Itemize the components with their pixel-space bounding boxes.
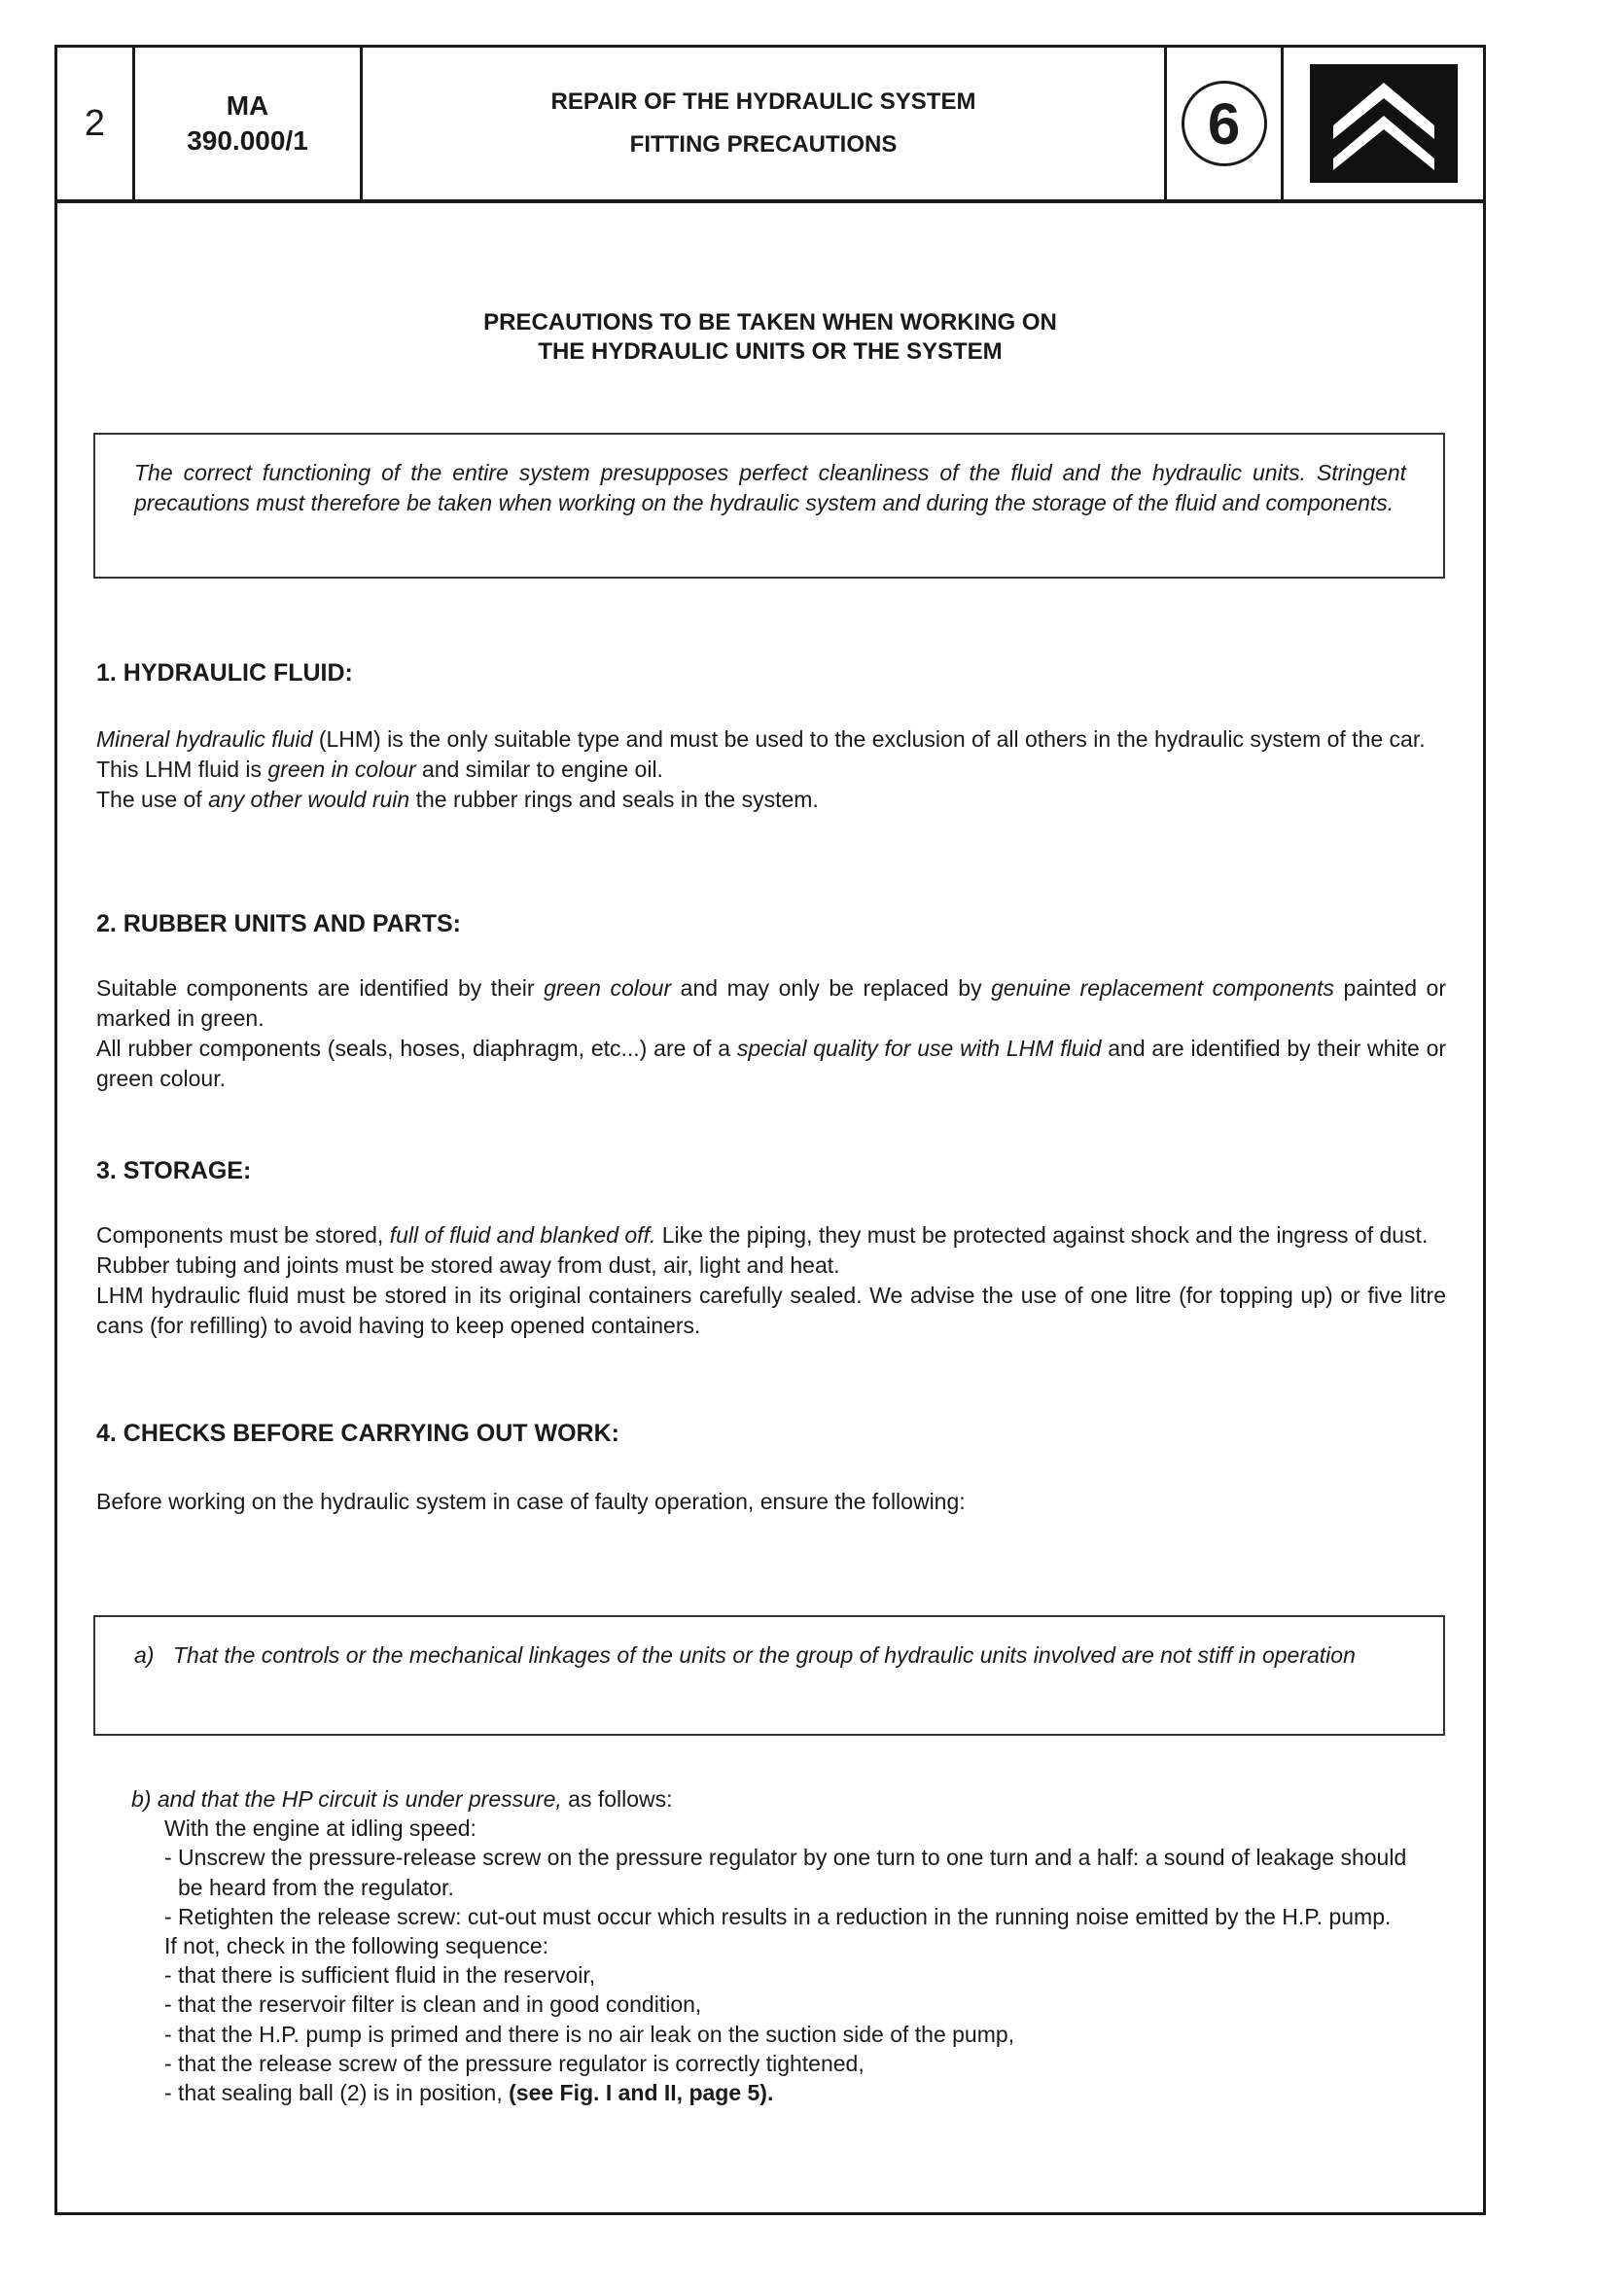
storage-line-1: [96, 1220, 1446, 1251]
if-not-line: If not, check in the following sequence:: [164, 1933, 549, 1959]
rubber-text-1a: Suitable components are identified by their: [96, 975, 545, 1001]
section-number: 6: [1182, 81, 1267, 166]
engine-idle-line: With the engine at idling speed:: [164, 1815, 477, 1842]
storage-paragraph: [96, 1220, 1446, 1341]
check-a-label: a): [134, 1642, 155, 1668]
fluid-text-2b: and similar to engine oil.: [415, 757, 663, 782]
fluid-emphasis-1: Mineral hydraulic fluid: [96, 726, 313, 752]
check-b-intro: [131, 1784, 1434, 1814]
logo-cell: [1284, 48, 1483, 199]
page-frame: [54, 45, 1486, 2215]
ref-line-2: 390.000/1: [187, 125, 308, 156]
step-unscrew: - Unscrew the pressure-release screw on the pressure regulator by one turn to one turn and a half: a sound of leakage should be heard from the regulator.: [164, 1845, 1407, 1900]
sequence-item-4: - that the release screw of the pressure regulator is correctly tightened,: [164, 2050, 865, 2076]
check-b-emphasis: and that the HP circuit is under pressure,: [157, 1786, 562, 1812]
heading-storage: 3. STORAGE:: [96, 1157, 252, 1184]
page-header: [57, 48, 1483, 203]
heading-checks: 4. CHECKS BEFORE CARRYING OUT WORK:: [96, 1420, 619, 1447]
page-number: 2: [57, 48, 135, 199]
heading-hydraulic-fluid: 1. HYDRAULIC FLUID:: [96, 659, 353, 687]
rubber-emphasis-3: special quality for use with LHM fluid: [736, 1036, 1102, 1061]
header-title-line-1: REPAIR OF THE HYDRAULIC SYSTEM: [550, 88, 976, 115]
fluid-text-3b: the rubber rings and seals in the system.: [409, 787, 819, 812]
ref-line-1: MA: [226, 90, 269, 121]
intro-box: The correct functioning of the entire system presupposes perfect cleanliness of the fluid and the hydraulic units. Stringent precautions must therefore be taken when working on the hydraulic system and during the storage of the fluid and components.: [93, 433, 1445, 579]
rubber-line-2: [96, 1034, 1446, 1094]
check-a-text: That the controls or the mechanical linkages of the units or the group of hydraulic units involved are not stiff in operation: [173, 1642, 1356, 1668]
fluid-text-2a: This LHM fluid is: [96, 757, 268, 782]
heading-rubber-units: 2. RUBBER UNITS AND PARTS:: [96, 910, 462, 937]
fluid-line-3: [96, 785, 1446, 815]
fluid-emphasis-3: any other would ruin: [208, 787, 410, 812]
sequence-item-5: [131, 2078, 1434, 2107]
storage-line-3: LHM hydraulic fluid must be stored in its original containers carefully sealed. We advise the use of one litre (for topping up) or five litre cans (for refilling) to avoid having to keep opened containers.: [96, 1283, 1446, 1338]
storage-text-1b: Like the piping, they must be protected against shock and the ingress of dust.: [655, 1222, 1429, 1248]
fluid-line-1: [96, 724, 1446, 755]
rubber-line-1: [96, 973, 1446, 1034]
header-title-line-2: FITTING PRECAUTIONS: [629, 131, 898, 158]
sequence-item-1: - that there is sufficient fluid in the reservoir,: [164, 1962, 596, 1989]
rubber-emphasis-2: genuine replacement components: [991, 975, 1334, 1001]
figure-reference: (see Fig. I and II, page 5).: [509, 2080, 774, 2106]
rubber-text-1b: and may only be replaced by: [671, 975, 992, 1001]
main-title-line-1: PRECAUTIONS TO BE TAKEN WHEN WORKING ON: [483, 309, 1057, 335]
fluid-text-3a: The use of: [96, 787, 209, 812]
checks-intro: Before working on the hydraulic system in case of faulty operation, ensure the following:: [96, 1489, 966, 1514]
main-title-line-2: THE HYDRAULIC UNITS OR THE SYSTEM: [538, 338, 1003, 365]
fluid-line-2: [96, 755, 1446, 785]
check-b-label: b): [131, 1786, 152, 1812]
fluid-emphasis-2: green in colour: [267, 757, 416, 782]
fluid-text-1: (LHM) is the only suitable type and must be used to the exclusion of all others in the hydraulic system of the car.: [312, 726, 1426, 752]
sequence-item-5-text: - that sealing ball (2) is in position,: [164, 2080, 510, 2106]
check-b-rest: as follows:: [561, 1786, 673, 1812]
storage-emphasis-1: full of fluid and blanked off.: [389, 1222, 656, 1248]
section-number-cell: [1167, 48, 1284, 199]
rubber-text-2b: and are identified by their white or green colour.: [96, 1036, 1447, 1091]
rubber-paragraph: [96, 973, 1446, 1094]
sequence-item-3: - that the H.P. pump is primed and there is no air leak on the suction side of the pump,: [164, 2021, 1015, 2047]
manual-reference: [135, 48, 363, 199]
check-a-box: [93, 1615, 1445, 1736]
sequence-item-2: - that the reservoir filter is clean and in good condition,: [164, 1991, 702, 2018]
check-b-block: [131, 1784, 1434, 2107]
rubber-text-2a: All rubber components (seals, hoses, diaphragm, etc...) are of a: [96, 1036, 737, 1061]
main-title: [57, 308, 1483, 367]
storage-line-2: Rubber tubing and joints must be stored away from dust, air, light and heat.: [96, 1252, 840, 1278]
fluid-paragraph: [96, 724, 1446, 815]
rubber-text-1c: painted or marked in green.: [96, 975, 1446, 1031]
step-retighten: - Retighten the release screw: cut-out must occur which results in a reduction in the running noise emitted by the H.P. pump.: [164, 1903, 1392, 1929]
rubber-emphasis-1: green colour: [544, 975, 672, 1001]
double-chevron-logo-icon: [1310, 64, 1458, 183]
header-title: [363, 48, 1167, 199]
storage-text-1a: Components must be stored,: [96, 1222, 390, 1248]
